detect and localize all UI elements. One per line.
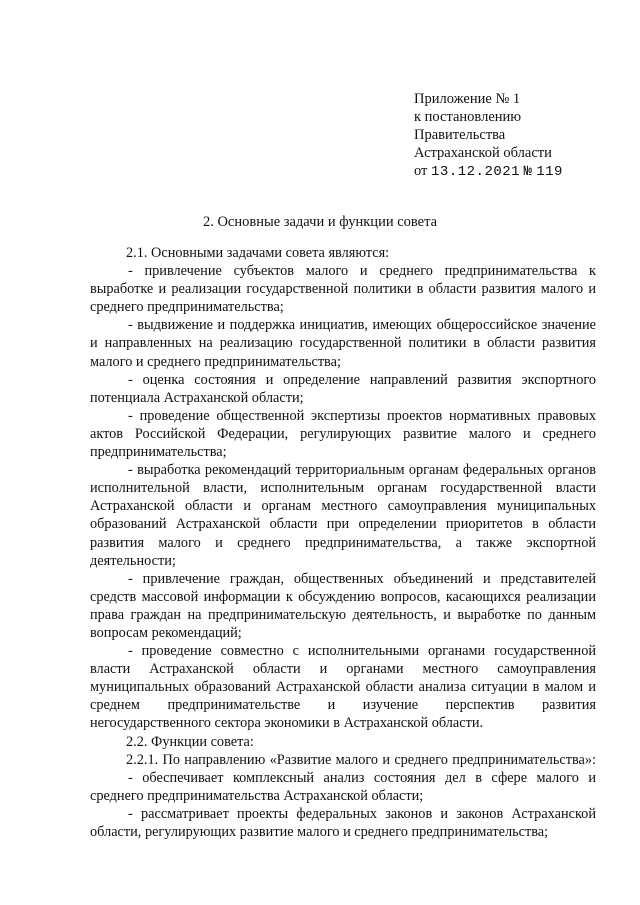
function-item: - рассматривает проекты федеральных законов и законов Астраханской области, регулирующих развитие малого и среднего предпринимательства; <box>90 805 596 840</box>
appendix-number: Приложение № 1 <box>414 91 521 107</box>
section-title: 2. Основные задачи и функции совета <box>202 214 438 230</box>
task-item: - привлечение субъектов малого и среднего предпринимательства к выработке и реализации государственной политики в области развития малого и среднего предпринимательства; <box>90 263 596 316</box>
paragraph-2-2: 2.2. Функции совета: <box>126 733 254 750</box>
document-number: 119 <box>536 164 563 180</box>
paragraph-2-2-1: 2.2.1. По направлению «Развитие малого и среднего предпринимательства»: <box>126 751 596 768</box>
date-prefix: от <box>414 163 428 179</box>
task-item: - проведение совместно с исполнительными органами государственной власти Астраханской области и органами местного самоуправления муниципальных образований Астраханской области анализа ситуации в малом и среднем предпринимательстве и изучение перспектив развития негосударственного сектора экономики в Астраханской области. <box>90 643 596 732</box>
document-body <box>90 244 596 841</box>
paragraph-2-1: 2.1. Основными задачами совета являются: <box>126 245 390 261</box>
task-item: - оценка состояния и определение направлений развития экспортного потенциала Астраханской области; <box>90 371 596 406</box>
appendix-region: Астраханской области <box>414 145 552 161</box>
appendix-block <box>414 90 563 181</box>
task-item: - проведение общественной экспертизы проектов нормативных правовых актов Российской Федерации, регулирующих развитие малого и среднего предпринимательства; <box>90 407 596 461</box>
task-item: - выдвижение и поддержка инициатив, имеющих общероссийское значение и направленных на реализацию государственной политики в области развития малого и среднего предпринимательства; <box>90 317 596 370</box>
number-sign: № <box>523 164 533 180</box>
function-item: - обеспечивает комплексный анализ состояния дел в сфере малого и среднего предпринимательства Астраханской области; <box>90 769 596 804</box>
appendix-date-line <box>414 162 563 181</box>
task-item: - привлечение граждан, общественных объединений и представителей средств массовой информации к обсуждению вопросов, касающихся реализации права граждан на предпринимательскую деятельность, и выработке по данным вопросам рекомендаций; <box>90 570 596 641</box>
document-date: 13.12.2021 <box>431 164 521 180</box>
task-item: - выработка рекомендаций территориальным органам федеральных органов исполнительной власти, исполнительным органам государственной власти Астраханской области и органам местного самоуправления муниципальных образований Астраханской области при определении приоритетов в области развития малого и среднего предпринимательства, а также экспортной деятельности; <box>90 462 596 569</box>
appendix-government: Правительства <box>414 127 506 143</box>
appendix-resolution: к постановлению <box>414 109 522 125</box>
